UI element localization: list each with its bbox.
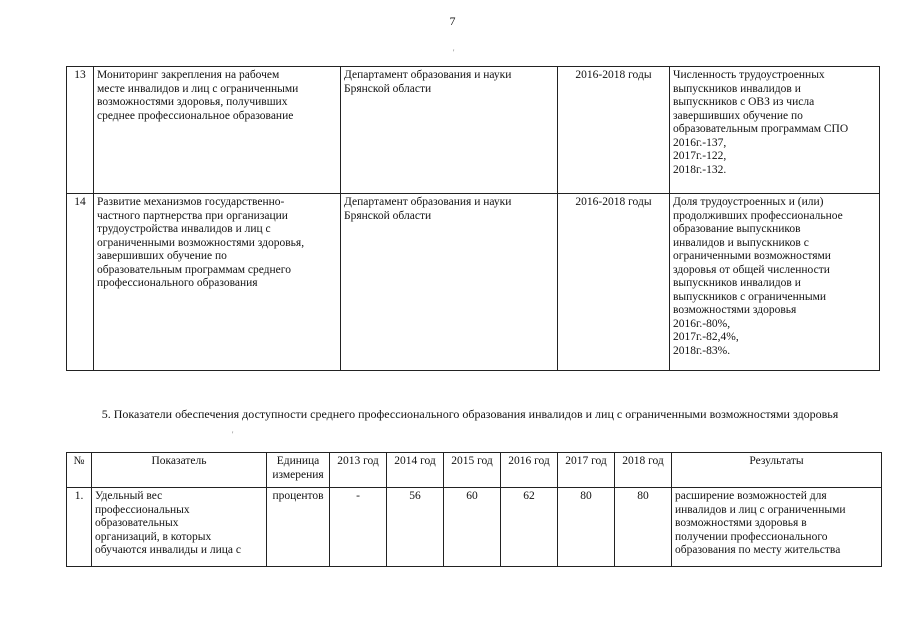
measure-result: Доля трудоустроенных и (или) продолживших профессиональное образование выпускников инвалидов и выпускников с ограниченными возможностями здоровья от общей численности выпускников инвалидов и выпускников с ограниченными возможностями здоровья 2016г.-80%, 2017г.-82,4%, 2018г.-83%.	[670, 194, 880, 371]
scan-mark: '	[232, 430, 234, 439]
header-num: №	[67, 453, 92, 488]
scan-mark: '	[453, 48, 455, 57]
row-2018: 80	[615, 488, 672, 567]
table-row	[67, 194, 880, 371]
measures-table	[66, 66, 880, 371]
table-row	[67, 488, 882, 567]
table-row	[67, 67, 880, 194]
header-unit: Единица измерения	[267, 453, 330, 488]
header-2017: 2017 год	[558, 453, 615, 488]
header-2014: 2014 год	[387, 453, 444, 488]
header-2016: 2016 год	[501, 453, 558, 488]
row-results: расширение возможностей для инвалидов и лиц с ограниченными возможностями здоровья в получении профессионального образования по месту жительства	[672, 488, 882, 567]
measure-period: 2016-2018 годы	[558, 67, 670, 194]
indicators-table	[66, 452, 882, 567]
page-number: 7	[449, 14, 456, 28]
measure-number: 14	[67, 194, 94, 371]
measure-name: Мониторинг закрепления на рабочем месте инвалидов и лиц с ограниченными возможностями здоровья, получивших среднее профессиональное образование	[94, 67, 341, 194]
section-title: 5. Показатели обеспечения доступности среднего профессионального образования инвалидов и лиц с ограниченными возможностями здоровья	[101, 407, 839, 421]
row-2017: 80	[558, 488, 615, 567]
row-2015: 60	[444, 488, 501, 567]
measure-period: 2016-2018 годы	[558, 194, 670, 371]
table-header-row	[67, 453, 882, 488]
measure-executor: Департамент образования и науки Брянской области	[341, 194, 558, 371]
row-2014: 56	[387, 488, 444, 567]
measure-executor: Департамент образования и науки Брянской области	[341, 67, 558, 194]
row-unit: процентов	[267, 488, 330, 567]
measure-name: Развитие механизмов государственно- частного партнерства при организации трудоустройства инвалидов и лиц с ограниченными возможностями здоровья, завершивших обучение по образовательным программам среднего профессионального образования	[94, 194, 341, 371]
header-2013: 2013 год	[330, 453, 387, 488]
header-indicator: Показатель	[92, 453, 267, 488]
row-indicator: Удельный вес профессиональных образовательных организаций, в которых обучаются инвалиды и лица с	[92, 488, 267, 567]
measure-number: 13	[67, 67, 94, 194]
row-2013: -	[330, 488, 387, 567]
header-results: Результаты	[672, 453, 882, 488]
header-2018: 2018 год	[615, 453, 672, 488]
row-num: 1.	[67, 488, 92, 567]
measure-result: Численность трудоустроенных выпускников инвалидов и выпускников с ОВЗ из числа завершивших обучение по образовательным программам СПО 2016г.-137, 2017г.-122, 2018г.-132.	[670, 67, 880, 194]
row-2016: 62	[501, 488, 558, 567]
header-2015: 2015 год	[444, 453, 501, 488]
